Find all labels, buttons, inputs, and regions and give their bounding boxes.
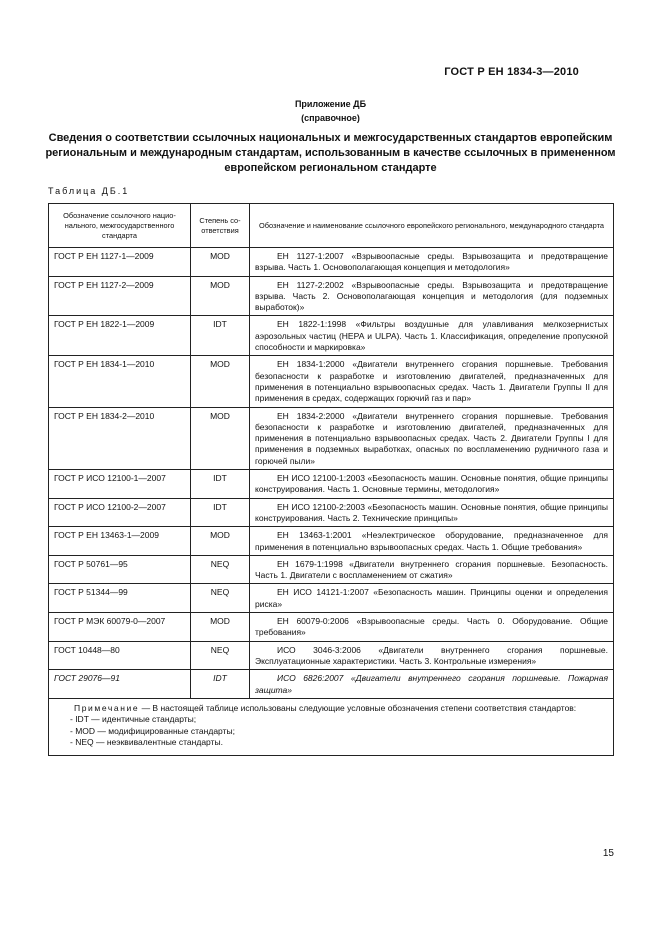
note-head: Примечание (74, 702, 140, 713)
section-heading: Сведения о соответствии ссылочных национальных и межгосударственных стандартов европейским региональным и международным стандартам, использованным в качестве ссылочных в примененном европейском региональном стандарте (45, 132, 616, 174)
table-row (49, 276, 614, 316)
cell-standard: ГОСТ Р ЕН 1127-1—2009 (49, 248, 191, 277)
cell-reference: ЕН 1127-2:2002 «Взрывоопасные среды. Взрывозащита и предотвращение взрыва. Часть 2. Основополагающая концепция и методология (для подземных выработок)» (250, 276, 614, 316)
note-item: - IDT — идентичные стандарты; (70, 714, 197, 725)
cell-degree: MOD (191, 613, 250, 642)
table-body (49, 248, 614, 756)
cell-degree: NEQ (191, 555, 250, 584)
correspondence-table (48, 203, 614, 756)
table-row (49, 498, 614, 527)
cell-reference: ЕН ИСО 12100-1:2003 «Безопасность машин. Основные понятия, общие принципы конструирования. Часть 1. Основные термины, методология» (250, 470, 614, 499)
cell-standard: ГОСТ Р ЕН 1127-2—2009 (49, 276, 191, 316)
cell-reference: ЕН 1822-1:1998 «Фильтры воздушные для улавливания мелкозернистых аэрозольных частиц (НЕРА и ULPA). Часть 1. Классификация, определение пропускной способности и маркировка» (250, 316, 614, 356)
cell-reference: ЕН 60079-0:2006 «Взрывоопасные среды. Часть 0. Оборудование. Общие требования» (250, 613, 614, 642)
cell-standard: ГОСТ Р 51344—99 (49, 584, 191, 613)
cell-standard: ГОСТ Р ИСО 12100-1—2007 (49, 470, 191, 499)
page-number: 15 (602, 848, 614, 859)
cell-degree: IDT (191, 498, 250, 527)
note-item: - NEQ — неэквивалентные стандарты. (70, 737, 223, 748)
note-text: — В настоящей таблице использованы следующие условные обозначения степени соответствия стандартов: (139, 702, 577, 713)
cell-degree: IDT (191, 670, 250, 699)
table-header-row (49, 204, 614, 248)
table-row (49, 613, 614, 642)
table-note (49, 698, 614, 755)
document-code: ГОСТ Р ЕН 1834-3—2010 (444, 66, 579, 78)
table-row (49, 527, 614, 556)
cell-standard: ГОСТ 29076—91 (49, 670, 191, 699)
cell-degree: MOD (191, 356, 250, 407)
table-row (49, 316, 614, 356)
appendix-subtitle: (справочное) (301, 113, 360, 123)
column-header-standard: Обозначение ссылочного нацио-нального, межгосударственного стандарта (49, 204, 191, 248)
cell-standard: ГОСТ Р ЕН 1822-1—2009 (49, 316, 191, 356)
cell-reference: ЕН 1834-2:2000 «Двигатели внутреннего сгорания поршневые. Требования безопасности к разработке и изготовлению двигателей, предназначенных для применения в потенциально взрывоопасных средах. Часть 2. Двигатели Группы I для применения в подземных выработках, опасных по воспламенению рудничного газа и горючей пыли» (250, 407, 614, 469)
table-row (49, 555, 614, 584)
cell-standard: ГОСТ Р ЕН 13463-1—2009 (49, 527, 191, 556)
cell-reference: ИСО 3046-3:2006 «Двигатели внутреннего сгорания поршневые. Эксплуатационные характеристики. Часть 3. Контрольные измерения» (250, 641, 614, 670)
note-item: - MOD — модифицированные стандарты; (70, 725, 235, 736)
table-label: Таблица ДБ.1 (48, 186, 130, 196)
table-row (49, 407, 614, 469)
cell-degree: MOD (191, 248, 250, 277)
cell-reference: ЕН 1127-1:2007 «Взрывоопасные среды. Взрывозащита и предотвращение взрыва. Часть 1. Основополагающая концепция и методология» (250, 248, 614, 277)
cell-degree: IDT (191, 470, 250, 499)
column-header-reference: Обозначение и наименование ссылочного европейского регионального, международного стандарта (250, 204, 614, 248)
cell-standard: ГОСТ Р ИСО 12100-2—2007 (49, 498, 191, 527)
appendix-title-block (0, 97, 661, 125)
correspondence-table-wrapper (48, 203, 613, 756)
cell-standard: ГОСТ Р МЭК 60079-0—2007 (49, 613, 191, 642)
column-header-degree: Степень со-ответствия (191, 204, 250, 248)
cell-reference: ЕН 1834-1:2000 «Двигатели внутреннего сгорания поршневые. Требования безопасности к разработке и изготовлению двигателей, предназначенных для применения в потенциально взрывоопасных средах. Часть 1. Двигатели Группы II для применения в средах, содержащих горючий газ и пар» (250, 356, 614, 407)
cell-reference: ИСО 6826:2007 «Двигатели внутреннего сгорания поршневые. Пожарная защита» (250, 670, 614, 699)
cell-reference: ЕН ИСО 14121-1:2007 «Безопасность машин. Принципы оценки и определения риска» (250, 584, 614, 613)
cell-standard: ГОСТ Р ЕН 1834-1—2010 (49, 356, 191, 407)
cell-standard: ГОСТ Р 50761—95 (49, 555, 191, 584)
cell-reference: ЕН 13463-1:2001 «Неэлектрическое оборудование, предназначенное для применения в потенциально взрывоопасных средах. Часть 1. Общие требования» (250, 527, 614, 556)
cell-standard: ГОСТ 10448—80 (49, 641, 191, 670)
cell-reference: ЕН ИСО 12100-2:2003 «Безопасность машин. Основные понятия, общие принципы конструирования. Часть 2. Технические принципы» (250, 498, 614, 527)
note-intro (54, 703, 607, 715)
cell-standard: ГОСТ Р ЕН 1834-2—2010 (49, 407, 191, 469)
cell-degree: NEQ (191, 641, 250, 670)
table-row (49, 670, 614, 699)
cell-degree: IDT (191, 316, 250, 356)
table-row (49, 470, 614, 499)
cell-degree: MOD (191, 527, 250, 556)
cell-degree: NEQ (191, 584, 250, 613)
table-note-row (49, 698, 614, 755)
table-row (49, 641, 614, 670)
cell-degree: MOD (191, 276, 250, 316)
cell-degree: MOD (191, 407, 250, 469)
table-row (49, 248, 614, 277)
table-row (49, 584, 614, 613)
table-row (49, 356, 614, 407)
appendix-title: Приложение ДБ (294, 99, 367, 109)
cell-reference: ЕН 1679-1:1998 «Двигатели внутреннего сгорания поршневые. Безопасность. Часть 1. Двигатели с воспламенением от сжатия» (250, 555, 614, 584)
